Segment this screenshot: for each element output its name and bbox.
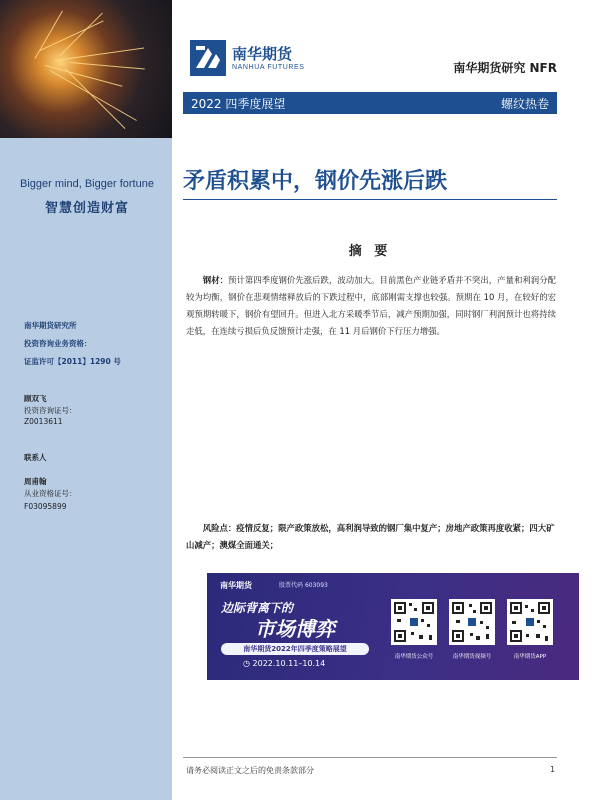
banner-stock-code-label: 股票代码 603093	[279, 582, 328, 589]
page-number: 1	[550, 765, 556, 774]
banner-logo: 南华期货	[220, 581, 252, 590]
banner-headline-2: 市场博弈	[255, 617, 335, 641]
abstract-paragraph	[186, 272, 556, 340]
contact-cert-number: F03095899	[24, 502, 67, 511]
contact-label: 联系人	[24, 453, 47, 462]
banner-event-title: 南华期货2022年四季度策略展望	[221, 643, 369, 655]
institute-name: 南华期货研究所	[24, 321, 77, 330]
product-name: 螺纹热卷	[500, 97, 549, 111]
analyst-cert-label: 投资咨询证号：	[24, 406, 77, 415]
qr-caption: 南华期货APP	[513, 654, 547, 660]
slogan-english: Bigger mind, Bigger fortune	[20, 178, 154, 190]
risk-points: 风险点：疫情反复；限产政策放松，高利润导致的钢厂集中复产；房地产政策再度收紧；四大矿山减产；澳煤全面通关；	[186, 523, 555, 550]
sidebar	[0, 0, 172, 800]
analyst-name: 顾双飞	[24, 394, 47, 403]
company-name-en: NANHUA FUTURES	[232, 64, 305, 71]
abstract-label: 钢材：	[202, 275, 229, 285]
report-title: 矛盾积累中，钢价先涨后跌	[183, 169, 448, 194]
report-header-bar	[183, 92, 557, 114]
qr-code-icon[interactable]	[391, 599, 437, 645]
contact-name: 周甫翰	[24, 477, 47, 486]
qr-code-icon[interactable]	[507, 599, 553, 645]
event-banner[interactable]	[207, 573, 579, 680]
banner-headline-1: 边际背离下的	[221, 601, 294, 615]
slogan-chinese: 智慧创造财富	[44, 201, 129, 216]
qr-caption: 南华期货视频号	[452, 654, 492, 660]
research-label: 南华期货研究 NFR	[453, 61, 557, 75]
title-divider	[183, 199, 557, 200]
contact-cert-label: 从业资格证号：	[24, 489, 77, 498]
qualification-label: 投资咨询业务资格：	[24, 339, 92, 348]
footer-divider	[183, 757, 557, 758]
banner-date: ◷ 2022.10.11–10.14	[243, 659, 326, 668]
footer-disclaimer: 请务必阅读正文之后的免责条款部分	[186, 766, 314, 775]
license-number: 证监许可【2011】1290 号	[24, 357, 121, 366]
clock-icon: ◷	[243, 659, 250, 668]
nanhua-logo-icon	[190, 40, 226, 76]
analyst-cert-number: Z0013611	[24, 417, 63, 426]
company-name-cn: 南华期货	[232, 45, 293, 63]
report-type: 2022 四季度展望	[191, 97, 286, 111]
banner-stock-code: 603093	[304, 582, 328, 589]
abstract-heading: 摘 要	[348, 244, 392, 259]
qr-caption: 南华期货公众号	[394, 654, 434, 660]
qr-code-icon[interactable]	[449, 599, 495, 645]
welding-sparks-photo	[0, 0, 172, 138]
abstract-text: 预计第四季度钢价先涨后跌，波动加大。目前黑色产业链矛盾并不突出，产量和利润分配较为均衡，钢价在悲观情绪释放后的下跌过程中，底部刚需支撑也较强。预期在 10 月，在较好的宏观预期转暖下，钢价有望回升。但进入北方采暖季节后，减产预期加强，同时钢厂利润预计也将持续走低，在连续亏损后负反馈预计走强，在 11 月后钢价下行压力增强。	[186, 275, 557, 336]
